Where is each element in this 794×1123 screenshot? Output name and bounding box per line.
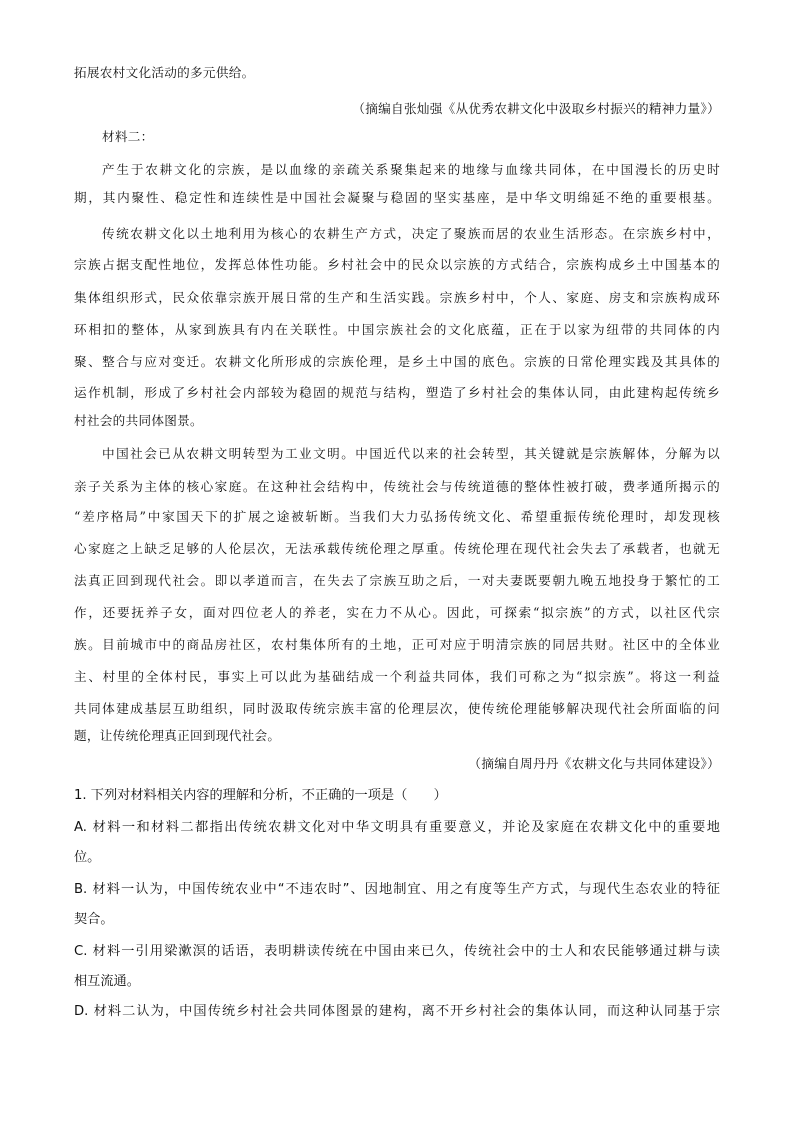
- option-a: A. 材料一和材料二都指出传统农耕文化对中华文明具有重要意义，并论及家庭在农耕文化中的重要地: [74, 820, 720, 835]
- paragraph-line: 共同体建成基层互助组织，同时汲取传统宗族丰富的伦理层次，使传统伦理能够解决现代社会所面临的问: [74, 701, 720, 716]
- paragraph-line: “差序格局”中家国天下的扩展之途被斩断。当我们大力弘扬传统文化、希望重振传统伦理时，却发现核: [74, 509, 720, 524]
- option-b: B. 材料一认为，中国传统农业中“不违农时”、因地制宜、用之有度等生产方式，与现代生态农业的特征: [74, 882, 720, 897]
- paragraph-line: 亲子关系为主体的核心家庭。在这种社会结构中，传统社会与传统道德的整体性被打破，费孝通所揭示的: [74, 479, 720, 494]
- paragraph-line: 运作机制，形成了乡村社会内部较为稳固的规范与结构，塑造了乡村社会的集体认同，由此建构起传统乡: [74, 385, 720, 400]
- paragraph-line: 题，让传统伦理真正回到现代社会。: [74, 728, 281, 743]
- paragraph-line: 心家庭之上缺乏足够的人伦层次，无法承载传统伦理之厚重。传统伦理在现代社会失去了承载者，也就无: [74, 541, 720, 556]
- paragraph-line: 宗族占据支配性地位，发挥总体性功能。乡村社会中的民众以宗族的方式结合，宗族构成乡土中国基本的: [74, 257, 720, 272]
- paragraph-line: 法真正回到现代社会。即以孝道而言，在失去了宗族互助之后，一对夫妻既要朝九晚五地投身于繁忙的工: [74, 573, 720, 588]
- paragraph-line: 村社会的共同体图景。: [74, 413, 203, 428]
- paragraph-line: 环相扣的整体，从家到族具有内在关联性。中国宗族社会的文化底蕴，正在于以家为纽带的共同体的内: [74, 322, 720, 337]
- question-stem: 1. 下列对材料相关内容的理解和分析，不正确的一项是（ ）: [74, 788, 447, 803]
- source-citation-2: （摘编自周丹丹《农耕文化与共同体建设》）: [468, 756, 720, 771]
- paragraph-line: 集体组织形式，民众依靠宗族开展日常的生产和生活实践。宗族乡村中，个人、家庭、房支和宗族构成环: [74, 290, 720, 305]
- source-citation-1: （摘编自张灿强《从优秀农耕文化中汲取乡村振兴的精神力量》）: [352, 101, 720, 116]
- paragraph-line: 产生于农耕文化的宗族，是以血缘的亲疏关系聚集起来的地缘与血缘共同体，在中国漫长的历史时: [102, 162, 720, 177]
- paragraph-line: 主、村里的全体村民，事实上可以此为基础结成一个利益共同体，我们可称之为“拟宗族”。将这一利益: [74, 669, 720, 684]
- material-two-heading: 材料二：: [102, 129, 154, 144]
- paragraph-line: 作，还要抚养子女，面对四位老人的养老，实在力不从心。因此，可探索“拟宗族”的方式，以社区代宗: [74, 605, 720, 620]
- paragraph-line: 聚、整合与应对变迁。农耕文化所形成的宗族伦理，是乡土中国的底色。宗族的日常伦理实践及其具体的: [74, 354, 720, 369]
- paragraph-line: 期，其内聚性、稳定性和连续性是中国社会凝聚与稳固的坚实基座，是中华文明绵延不绝的重要根基。: [74, 190, 720, 205]
- text-line: 拓展农村文化活动的多元供给。: [74, 65, 255, 80]
- paragraph-line: 中国社会已从农耕文明转型为工业文明。中国近代以来的社会转型，其关键就是宗族解体，分解为以: [102, 446, 720, 461]
- option-c: C. 材料一引用梁漱溟的话语，表明耕读传统在中国由来已久，传统社会中的士人和农民能够通过耕与读: [74, 944, 720, 959]
- option-b-continued: 契合。: [74, 912, 114, 927]
- option-a-continued: 位。: [74, 850, 101, 865]
- paragraph-line: 族。目前城市中的商品房社区，农村集体所有的土地，正可对应于明清宗族的同居共财。社区中的全体业: [74, 637, 720, 652]
- paragraph-line: 传统农耕文化以土地利用为核心的农耕生产方式，决定了聚族而居的农业生活形态。在宗族乡村中，: [102, 226, 720, 241]
- option-c-continued: 相互流通。: [74, 974, 140, 989]
- option-d: D. 材料二认为，中国传统乡村社会共同体图景的建构，离不开乡村社会的集体认同，而这种认同基于宗: [74, 1004, 720, 1019]
